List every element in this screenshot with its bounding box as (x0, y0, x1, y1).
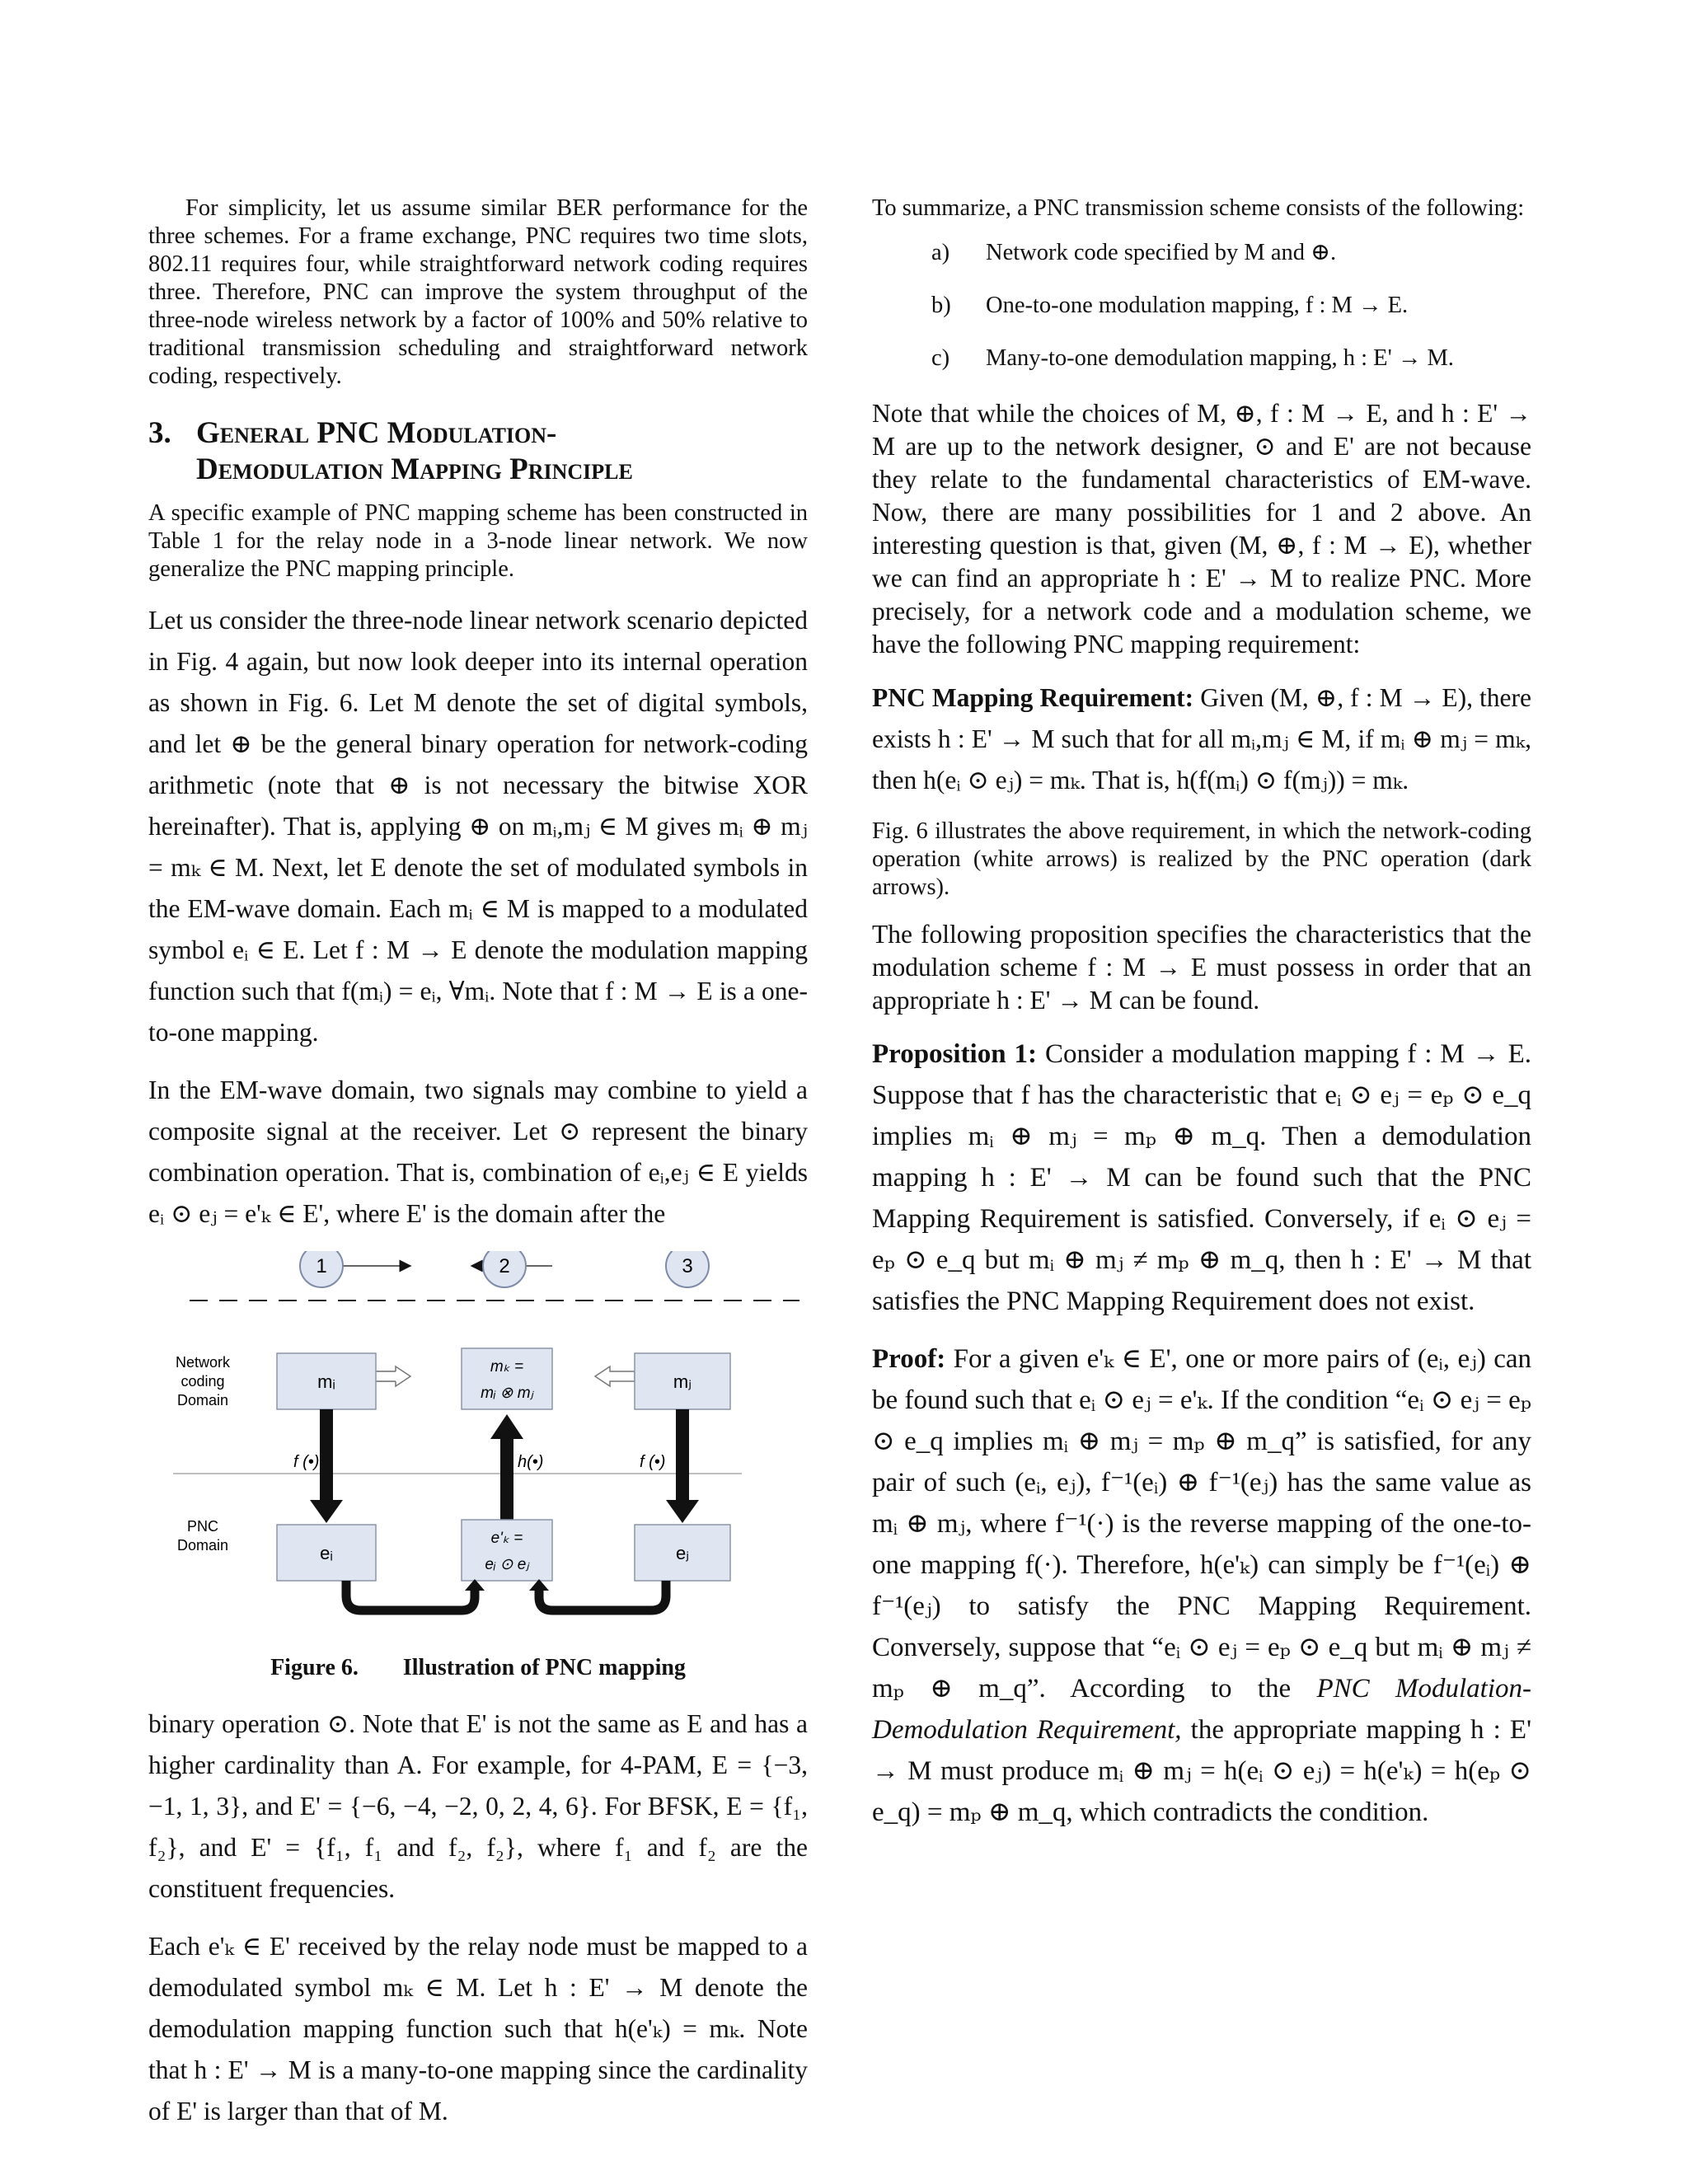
paragraph-proposition-intro: The following proposition specifies the characteristics that the modulation scheme f : M → E must possess in order that an appropriate h : E' → M can be found. (872, 920, 1531, 1015)
paragraph-notation: Let us consider the three-node linear network scenario depicted in Fig. 4 again, but now look deeper into its internal operation as shown in Fig. 6. Let M denote the set of digital symbols, and let ⊕ be the general binary operation for network-coding arithmetic (note that ⊕ is not necessary the bitwise XOR hereinafter). That is, applying ⊕ on mᵢ,mⱼ ∈ M gives mᵢ ⊕ mⱼ = mₖ ∈ M. Next, let E denote the set of modulated symbols in the EM-wave domain. Each mᵢ ∈ M is mapped to a modulated symbol eᵢ ∈ E. Let f : M → E denote the modulation mapping function such that f(mᵢ) = eᵢ, ∀mᵢ. Note that f : M → E is a one-to-one mapping. (148, 606, 808, 1047)
list-item-label: c) (931, 345, 950, 371)
paragraph-requirement (872, 677, 1531, 801)
proof-italic: PNC Modulation-Demodulation Requirement, (872, 1674, 1531, 1745)
box-mk-line2: mᵢ ⊗ mⱼ (481, 1385, 533, 1402)
node-2-label: 2 (499, 1255, 510, 1277)
f-left-label: f (•) (293, 1453, 320, 1471)
paragraph-choices: Note that while the choices of M, ⊕, f : M → E, and h : E' → M are up to the network designer, ⊙ and E' are not because they relate to the fundamental characteristics of EM-wave. Now, there are many possibilities for 1 and 2 above. An interesting question is that, given (M, ⊕, f : M → E), whether we can find an appropriate h : E' → M to realize PNC. More precisely, for a network code and a modulation scheme, we have the following PNC mapping requirement: (872, 399, 1531, 658)
box-mj-label: mⱼ (673, 1371, 692, 1392)
box-mk-line1: mₖ = (490, 1358, 524, 1376)
section-number: 3. (148, 416, 171, 450)
list-item (931, 344, 1531, 373)
scheme-list (872, 239, 1531, 373)
list-item (931, 239, 1531, 267)
proposition-label: Proposition 1: (872, 1039, 1038, 1069)
section-heading (148, 415, 808, 488)
dark-arrow-f-left (320, 1409, 333, 1502)
figure-6 (148, 1251, 808, 1682)
box-ek-line2: eᵢ ⊙ eⱼ (485, 1556, 529, 1573)
list-item-text: Many-to-one demodulation mapping, h : E' → M. (986, 345, 1454, 371)
list-item (931, 292, 1531, 320)
pnc-domain-label-1: PNC (186, 1518, 219, 1535)
pnc-mapping-diagram (148, 1251, 808, 1638)
section-title-line1: General PNC Modulation- (196, 416, 557, 450)
white-arrow-right (595, 1366, 635, 1386)
requirement-text: Given (M, ⊕, f : M → E), there exists h : E' → M such that for all mᵢ,mⱼ ∈ M, if mᵢ ⊕ mⱼ = mₖ, then h(eᵢ ⊙ eⱼ) = mₖ. That is, h(f(mᵢ) ⊙ f(mⱼ)) = mₖ. (872, 683, 1531, 794)
dark-arrow-f-right (676, 1409, 689, 1502)
requirement-label: PNC Mapping Requirement: (872, 683, 1194, 712)
list-item-text: Network code specified by M and ⊕. (986, 240, 1337, 265)
paragraph-throughput: For simplicity, let us assume similar BER performance for the three schemes. For a frame exchange, PNC requires two time slots, 802.11 requires four, while straightforward network coding requires three. Therefore, PNC can improve the system throughput of the three-node wireless network by a factor of 100% and 50% relative to traditional transmission scheduling and straightforward network coding, respectively. (148, 195, 808, 389)
box-ei-label: eᵢ (320, 1543, 333, 1563)
figure-caption (148, 1654, 808, 1682)
proposition-text: Consider a modulation mapping f : M → E. Suppose that f has the characteristic that eᵢ ⊙ eⱼ = eₚ ⊙ e_q implies mᵢ ⊕ mⱼ = mₚ ⊕ m_q. Then a demodulation mapping h : E' → M can be found such that the PNC Mapping Requirement is satisfied. Conversely, if eᵢ ⊙ eⱼ = eₚ ⊙ e_q but mᵢ ⊕ mⱼ ≠ mₚ ⊕ m_q, then h : E' → M that satisfies the PNC Mapping Requirement does not exist. (872, 1039, 1531, 1316)
proof-text: For a given e'ₖ ∈ E', one or more pairs of (eᵢ, eⱼ) can be found such that eᵢ ⊙ eⱼ = e'ₖ. If the condition “eᵢ ⊙ eⱼ = eₚ ⊙ e_q implies mᵢ ⊕ mⱼ = mₚ ⊕ m_q” is satisfied, for any pair of such (eᵢ, eⱼ), f⁻¹(eᵢ) ⊕ f⁻¹(eⱼ) has the same value as mᵢ ⊕ mⱼ, where f⁻¹(·) is the reverse mapping of the one-to-one mapping f(·). Therefore, h(e'ₖ) can simply be f⁻¹(eᵢ) ⊕ f⁻¹(eⱼ) to satisfy the PNC Mapping Requirement. Conversely, suppose that “eᵢ ⊙ eⱼ = eₚ ⊙ e_q but mᵢ ⊕ mⱼ ≠ mₚ ⊕ m_q”. According to the (872, 1344, 1531, 1704)
node-1-label: 1 (316, 1255, 327, 1277)
proof-tail: the appropriate mapping h : E' → M must produce mᵢ ⊕ mⱼ = h(eᵢ ⊙ eⱼ) = h(e'ₖ) = h(eₚ ⊙ e_q) = mₚ ⊕ m_q, which contradicts the condition. (872, 1715, 1532, 1827)
pnc-domain-label-2: Domain (176, 1537, 229, 1554)
box-mi-label: mᵢ (317, 1371, 335, 1392)
paragraph-binary-operation: binary operation ⊙. Note that E' is not the same as E and has a higher cardinality than A. For example, for 4-PAM, E = {−3, −1, 1, 3}, and E' = {−6, −4, −2, 0, 2, 4, 6}. For BFSK, E = {f₁, f₂}, and E' = {f₁, f₁ and f₂, f₂}, where f₁ and f₂ are the constituent frequencies. (148, 1709, 808, 1903)
list-item-text: One-to-one modulation mapping, f : M → E. (986, 293, 1409, 318)
figure-caption-label: Figure 6. (270, 1655, 359, 1680)
node-3-label: 3 (682, 1255, 693, 1277)
h-mid-label: h(•) (518, 1453, 544, 1471)
list-item-label: a) (931, 240, 950, 265)
f-right-label: f (•) (640, 1453, 666, 1471)
left-column (148, 194, 808, 2149)
network-domain-label-1: Network (175, 1354, 231, 1371)
paragraph-fig6: Fig. 6 illustrates the above requirement, in which the network-coding operation (white arrows) is realized by the PNC operation (dark arrows). (872, 818, 1531, 900)
box-ek-line1: e'ₖ = (490, 1530, 523, 1547)
section-title-line2: Demodulation Mapping Principle (196, 452, 633, 486)
network-domain-label-3: Domain (176, 1392, 229, 1408)
curved-arrow-from-ei (346, 1581, 475, 1610)
figure-caption-text: Illustration of PNC mapping (402, 1655, 686, 1680)
proof-label: Proof: (872, 1344, 946, 1374)
right-column (872, 194, 1531, 1849)
network-domain-label-2: coding (181, 1373, 225, 1390)
dark-arrow-h (500, 1437, 513, 1520)
paragraph-intro: A specific example of PNC mapping scheme has been constructed in Table 1 for the relay node in a 3-node linear network. We now generalize the PNC mapping principle. (148, 500, 808, 582)
list-item-label: b) (931, 293, 951, 318)
curved-arrow-from-ej (539, 1581, 666, 1610)
paragraph-em-wave: In the EM-wave domain, two signals may combine to yield a composite signal at the receiver. Let ⊙ represent the binary combination operation. That is, combination of eᵢ,eⱼ ∈ E yields eᵢ ⊙ eⱼ = e'ₖ ∈ E', where E' is the domain after the (148, 1076, 808, 1228)
paragraph-proposition (872, 1033, 1531, 1322)
paragraph-proof (872, 1338, 1531, 1833)
box-ej-label: eⱼ (675, 1543, 690, 1563)
paragraph-demodulation: Each e'ₖ ∈ E' received by the relay node must be mapped to a demodulated symbol mₖ ∈ M. Let h : E' → M denote the demodulation mapping function such that h(e'ₖ) = mₖ. Note that h : E' → M is a many-to-one mapping since the cardinality of E' is larger than that of M. (148, 1932, 808, 2125)
paragraph-summary: To summarize, a PNC transmission scheme consists of the following: (872, 195, 1525, 221)
